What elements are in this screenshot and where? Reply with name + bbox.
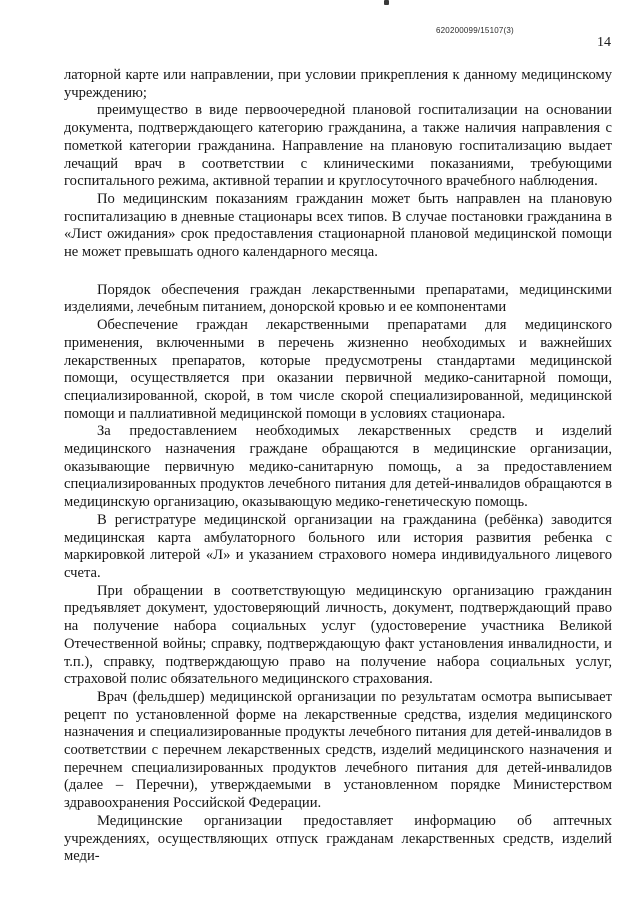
scan-mark — [384, 0, 389, 5]
paragraph-priority-hospitalization: преимущество в виде первоочередной плановой госпитализации на основании документа, подтверждающего категорию гражданина, а также наличия направления с пометкой категории гражданина. Направление на плановую госпитализацию выдает лечащий врач в соответствии с клиническими показаниями, требующими госпитального режима, активной терапии и круглосуточного врачебного наблюдения. — [64, 102, 612, 190]
paragraph-day-hospital: По медицинским показаниям гражданин может быть направлен на плановую госпитализацию в дневные стационары всех типов. В случае постановки гражданина в «Лист ожидания» срок предоставления стационарной плановой медицинской помощи не может превышать одного календарного месяца. — [64, 190, 612, 261]
paragraph-where-to-apply: За предоставлением необходимых лекарственных средств и изделий медицинского назначения граждане обращаются в медицинские организации, оказывающие первичную медико-санитарную помощь, а за предоставлением специализированных продуктов лечебного питания для детей-инвалидов обращаются в медицинскую организацию, оказывающую медико-генетическую помощь. — [64, 423, 612, 511]
paragraph-continuation: латорной карте или направлении, при условии прикрепления к данному медицинскому учреждению; — [64, 67, 612, 101]
paragraph-prescription: Врач (фельдшер) медицинской организации по результатам осмотра выписывает рецепт по установленной форме на лекарственные средства, изделия медицинского назначения и специализированные продукты лечебного питания для детей-инвалидов в соответствии с перечнем лекарственных средств, изделий медицинского назначения и перечнем специализированных продуктов лечебного питания для детей-инвалидов (далее – Перечни), утверждаемыми в установленном порядке Министерством здравоохранения Российской Федерации. — [64, 688, 612, 812]
document-code: 620200099/15107(3) — [436, 26, 514, 35]
section-heading: Порядок обеспечения граждан лекарственными препаратами, медицинскими изделиями, лечебным питанием, донорской кровью и ее компонентами — [64, 281, 612, 316]
paragraph-registry: В регистратуре медицинской организации на гражданина (ребёнка) заводится медицинская карта амбулаторного больного или история развития ребенка с маркировкой литерой «Л» и указанием страхового номера индивидуального лицевого счета. — [64, 511, 612, 581]
paragraph-drug-provision: Обеспечение граждан лекарственными препаратами для медицинского применения, включенными в перечень жизненно необходимых и важнейших лекарственных препаратов, которые предусмотрены стандартами медицинской помощи, осуществляется при оказании первичной медико-санитарной помощи, специализированной, скорой, в том числе скорой специализированной, медицинской помощи и паллиативной медицинской помощи в условиях стационара. — [64, 317, 612, 422]
paragraph-pharmacy-info: Медицинские организации предоставляет информацию об аптечных учреждениях, осуществляющих отпуск гражданам лекарственных средств, изделий меди- — [64, 812, 612, 865]
document-body — [64, 67, 612, 866]
page-number: 14 — [597, 35, 611, 50]
paragraph-documents: При обращении в соответствующую медицинскую организацию гражданин предъявляет документ, удостоверяющий личность, документ, подтверждающий право на получение набора социальных услуг (удостоверение участника Великой Отечественной войны; справку, подтверждающую факт установления инвалидности, и т.п.), справку, подтверждающую право на получение набора социальных услуг, страховой полис обязательного медицинского страхования. — [64, 582, 612, 688]
